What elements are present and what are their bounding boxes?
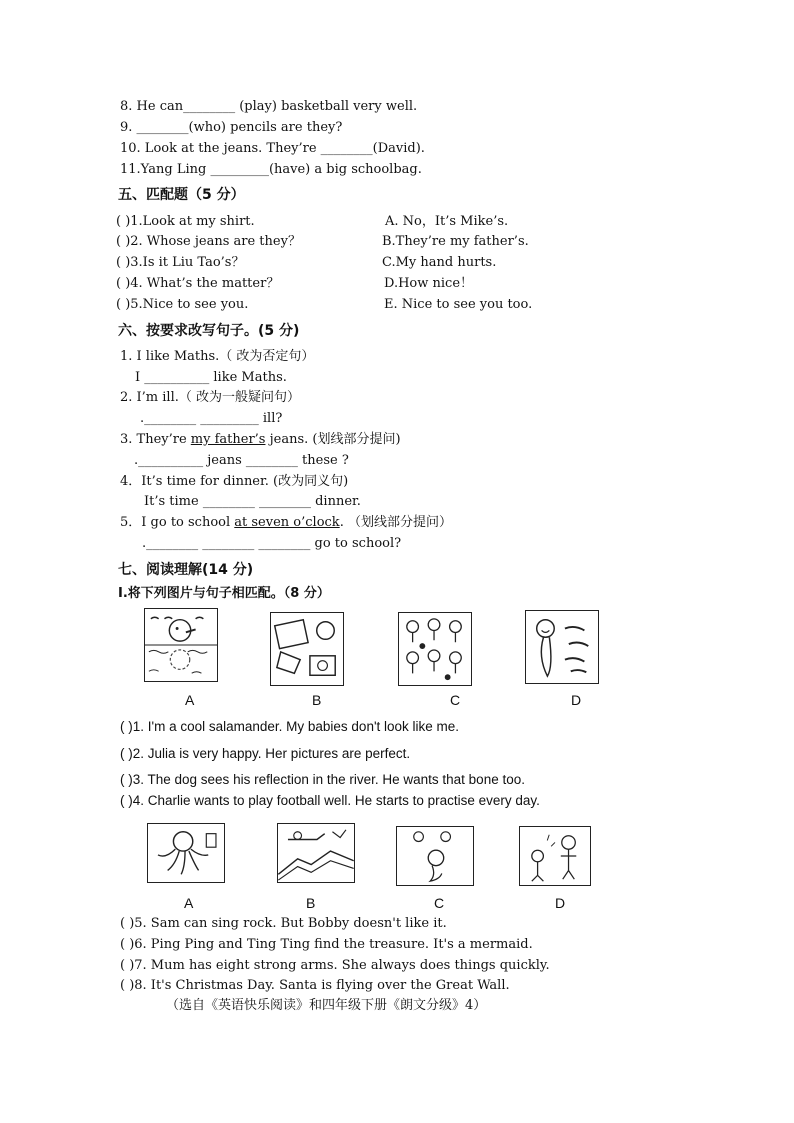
section6-title: 六、按要求改写句子。(5 分) bbox=[118, 323, 300, 339]
picture-label-b: B bbox=[312, 692, 322, 708]
r1-sentence-3: ( )3. The dog sees his reflection in the river. He wants that bone too. bbox=[120, 772, 525, 787]
s6-q1: 1. I like Maths.（ 改为否定句） bbox=[120, 349, 315, 364]
s5-answer-e: E. Nice to see you too. bbox=[384, 297, 533, 312]
football-kids-icon bbox=[398, 612, 472, 686]
reflection-dog-icon bbox=[144, 608, 218, 682]
s5-answer-c: C.My hand hurts. bbox=[382, 255, 497, 270]
mermaid-treasure-icon bbox=[396, 826, 474, 886]
s5-question-2: ( )2. Whose jeans are they？ bbox=[116, 234, 301, 249]
underlined-phrase: my father’s bbox=[190, 432, 266, 447]
s6-q5-answer: .________ ________ ________ go to school? bbox=[142, 536, 402, 551]
r1-sentence-2: ( )2. Julia is very happy. Her pictures are perfect. bbox=[120, 746, 411, 761]
r2-sentence-6: ( )6. Ping Ping and Ting Ting find the treasure. It's a mermaid. bbox=[120, 937, 533, 952]
picture-label-c: C bbox=[450, 692, 461, 708]
salamander-icon bbox=[525, 610, 599, 684]
s6-q1-answer: I __________ like Maths. bbox=[135, 370, 287, 385]
underlined-phrase: at seven o’clock bbox=[234, 515, 340, 530]
s5-answer-d: D.How nice！ bbox=[384, 276, 474, 291]
drawing-pictures-icon bbox=[270, 612, 344, 686]
section5-title: 五、匹配题（5 分） bbox=[118, 187, 245, 203]
s5-question-5: ( )5.Nice to see you. bbox=[116, 297, 249, 312]
r2-sentence-8: ( )8. It's Christmas Day. Santa is flying over the Great Wall. bbox=[120, 978, 510, 993]
r2-sentence-5: ( )5. Sam can sing rock. But Bobby doesn't like it. bbox=[120, 916, 447, 931]
picture-label-c: C bbox=[434, 895, 445, 911]
s6-q3-answer: .__________ jeans ________ these ? bbox=[134, 453, 349, 468]
r1-sentence-4: ( )4. Charlie wants to play football well. He starts to practise every day. bbox=[120, 793, 540, 808]
s6-q4: 4．It’s time for dinner. (改为同义句) bbox=[120, 474, 349, 489]
picture-label-d: D bbox=[555, 895, 566, 911]
s5-question-4: ( )4. What’s the matter？ bbox=[116, 276, 280, 291]
s6-q2: 2. I’m ill.（ 改为一般疑问句） bbox=[120, 390, 301, 405]
picture-label-a: A bbox=[184, 895, 194, 911]
singing-kids-icon bbox=[519, 826, 591, 886]
fill-in-10: 10. Look at the jeans. They’re ________(David). bbox=[120, 141, 425, 156]
r2-sentence-7: ( )7. Mum has eight strong arms. She always does things quickly. bbox=[120, 958, 550, 973]
s5-answer-b: B.They’re my father’s. bbox=[382, 234, 529, 249]
s5-answer-a: A. No，It’s Mike’s. bbox=[385, 214, 509, 229]
s6-q2-answer: .________ _________ ill? bbox=[140, 411, 283, 426]
fill-in-9: 9. ________(who) pencils are they? bbox=[120, 120, 343, 135]
fill-in-8: 8. He can________ (play) basketball very well. bbox=[120, 99, 418, 114]
santa-great-wall-icon bbox=[277, 823, 355, 883]
picture-label-a: A bbox=[185, 692, 195, 708]
s7-part1-title: I.将下列图片与句子相匹配。（8 分） bbox=[118, 586, 330, 601]
s5-question-3: ( )3.Is it Liu Tao’s？ bbox=[116, 255, 245, 270]
fill-in-11: 11.Yang Ling _________(have) a big schoolbag. bbox=[120, 162, 422, 177]
source-note: （选自《英语快乐阅读》和四年级下册《朗文分级》4） bbox=[166, 998, 487, 1013]
octopus-mum-icon bbox=[147, 823, 225, 883]
section7-title: 七、阅读理解(14 分) bbox=[118, 562, 254, 578]
s6-q3: 3. They’re my father’s jeans. (划线部分提问) bbox=[120, 432, 401, 447]
r1-sentence-1: ( )1. I'm a cool salamander. My babies don't look like me. bbox=[120, 719, 460, 734]
s6-q4-answer: It’s time ________ ________ dinner. bbox=[144, 494, 361, 509]
s5-question-1: ( )1.Look at my shirt. bbox=[116, 214, 255, 229]
picture-label-d: D bbox=[571, 692, 582, 708]
picture-label-b: B bbox=[306, 895, 316, 911]
s6-q5: 5．I go to school at seven o’clock. （划线部分提问） bbox=[120, 515, 452, 530]
